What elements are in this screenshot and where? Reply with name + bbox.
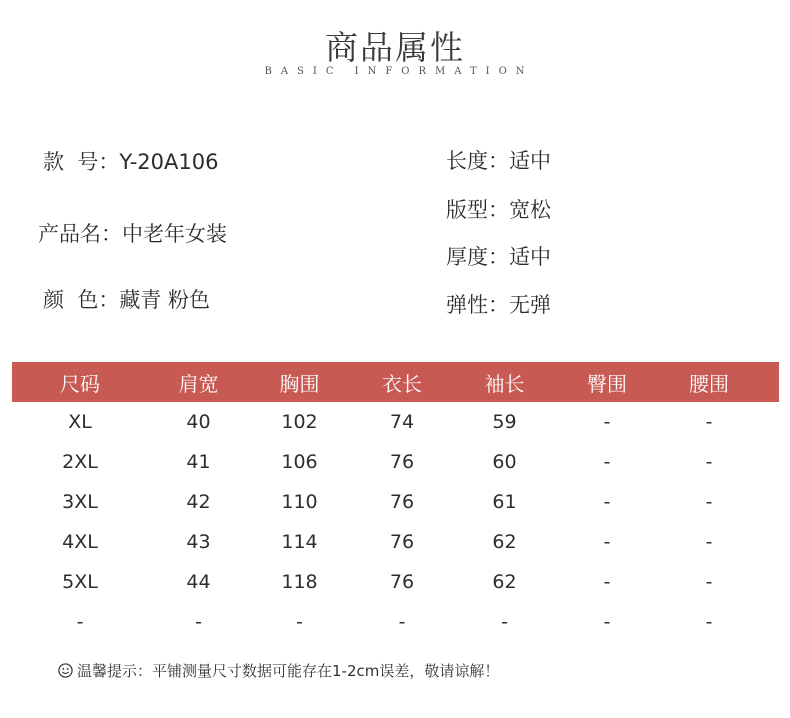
table-cell: - xyxy=(603,571,611,593)
page-title: 商品属性 xyxy=(325,28,465,67)
attr-label: 版型： xyxy=(446,198,509,222)
table-cell: 43 xyxy=(186,531,211,553)
table-cell: - xyxy=(603,611,611,633)
table-cell: - xyxy=(705,531,713,553)
table-cell: 61 xyxy=(492,491,517,513)
table-cell: 5XL xyxy=(62,571,98,593)
table-cell: 60 xyxy=(492,451,517,473)
attr-product-name xyxy=(38,218,227,248)
table-cell: 3XL xyxy=(62,491,98,513)
table-cell: - xyxy=(296,611,303,633)
table-cell: 114 xyxy=(281,531,318,553)
attr-color xyxy=(43,284,210,314)
table-cell: - xyxy=(603,451,611,473)
attr-fit xyxy=(446,194,551,224)
table-cell: 118 xyxy=(281,571,318,593)
attr-label: 长度： xyxy=(446,149,509,173)
table-cell: - xyxy=(603,531,611,553)
table-cell: - xyxy=(603,411,611,433)
table-cell: 40 xyxy=(186,411,211,433)
col-header-waist: 腰围 xyxy=(689,371,729,396)
size-table-header xyxy=(12,362,779,402)
table-cell: - xyxy=(603,491,611,513)
table-cell: 76 xyxy=(389,571,415,593)
table-cell: - xyxy=(705,451,713,473)
attr-label: 弹性： xyxy=(446,293,509,317)
table-cell: - xyxy=(705,491,713,513)
table-cell: - xyxy=(705,411,713,433)
smile-icon xyxy=(58,663,73,678)
attr-thickness xyxy=(446,241,551,271)
size-table-body xyxy=(12,402,779,642)
table-cell: - xyxy=(76,611,84,633)
table-row xyxy=(12,562,779,602)
table-cell: XL xyxy=(68,411,92,433)
attr-value: 适中 xyxy=(509,149,551,173)
table-cell: - xyxy=(705,571,713,593)
table-cell: 2XL xyxy=(62,451,98,473)
table-cell: 59 xyxy=(492,411,517,433)
attr-label: 款 号： xyxy=(43,150,120,174)
table-row xyxy=(12,602,779,642)
attr-value: 中老年女装 xyxy=(122,222,227,246)
col-header-sleeve: 袖长 xyxy=(484,371,525,396)
table-cell: 44 xyxy=(186,571,211,593)
col-header-bust: 胸围 xyxy=(279,371,320,396)
table-cell: 106 xyxy=(281,451,318,473)
attr-label: 厚度： xyxy=(446,245,509,269)
table-row xyxy=(12,442,779,482)
table-cell: - xyxy=(705,611,713,633)
page-subtitle: BASIC INFORMATION xyxy=(264,66,534,77)
table-cell: 4XL xyxy=(62,531,98,553)
table-cell: - xyxy=(501,611,508,633)
table-cell: - xyxy=(195,611,202,633)
table-cell: 62 xyxy=(492,531,517,553)
table-row xyxy=(12,522,779,562)
table-cell: 74 xyxy=(389,411,415,433)
size-table xyxy=(12,362,779,642)
attr-value: 适中 xyxy=(509,245,551,269)
col-header-length: 衣长 xyxy=(382,371,422,396)
table-cell: 76 xyxy=(389,531,415,553)
attr-elasticity xyxy=(446,289,551,319)
attr-style-number xyxy=(43,146,218,176)
attr-label: 颜 色： xyxy=(43,288,120,312)
col-header-shoulder: 肩宽 xyxy=(178,371,219,396)
table-cell: 76 xyxy=(389,491,415,513)
attr-label: 产品名： xyxy=(38,222,122,246)
attr-value: Y-20A106 xyxy=(119,150,219,174)
table-row xyxy=(12,402,779,442)
table-cell: - xyxy=(398,611,406,633)
attr-value: 藏青 粉色 xyxy=(119,288,211,312)
table-cell: 110 xyxy=(281,491,318,513)
table-cell: 76 xyxy=(389,451,415,473)
table-cell: 41 xyxy=(186,451,211,473)
col-header-hip: 臀围 xyxy=(587,371,627,396)
table-cell: 42 xyxy=(186,491,211,513)
attr-value: 宽松 xyxy=(509,198,551,222)
table-cell: 62 xyxy=(492,571,517,593)
table-cell: 102 xyxy=(281,411,318,433)
tip-note xyxy=(58,660,499,681)
tip-text: 温馨提示：平铺测量尺寸数据可能存在1-2cm误差，敬请谅解！ xyxy=(77,662,500,680)
col-header-size: 尺码 xyxy=(60,371,100,396)
table-row xyxy=(12,482,779,522)
attr-value: 无弹 xyxy=(509,293,551,317)
attr-length xyxy=(446,145,551,175)
